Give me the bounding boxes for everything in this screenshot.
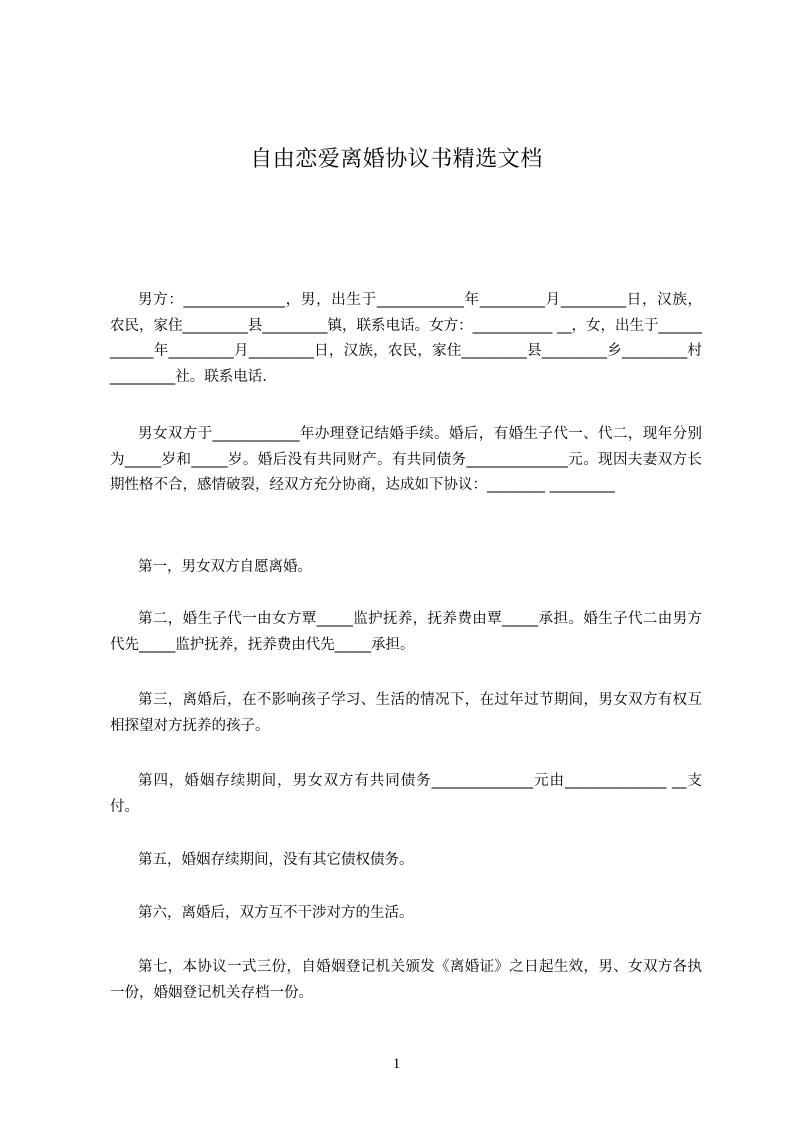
document-title: 自由恋爱离婚协议书精选文档 bbox=[250, 147, 543, 172]
clause-5: 第五，婚姻存续期间，没有其它债权债务。 bbox=[138, 852, 414, 868]
clause-3: 第三，离婚后，在不影响孩子学习、生活的情况下，在过年过节期间，男女双方有权互相探望对方抚养的孩子。 bbox=[110, 692, 702, 734]
paragraph-marriage-background: 男女双方于____________年办理登记结婚手续。婚后，有婚生子代一、代二，现年分别为_____岁和_____岁。婚后没有共同财产。有共同债务______________元。现因夫妻双方长期性格不合，感情破裂，经双方充分协商，达成如下协议：________ _________ bbox=[110, 426, 702, 493]
paragraph-parties: 男方：______________，男，出生于____________年_________月_________日，汉族，农民，家住_________县_________镇，联系电话。女方：___________ __，女，出生于____________年_________月_________日，汉族，农民，家住_________县_________乡_________村_________社。联系电话. bbox=[110, 292, 702, 385]
clause-7: 第七，本协议一式三份，自婚姻登记机关颁发《离婚证》之日起生效，男、女双方各执一份，婚姻登记机关存档一份。 bbox=[110, 959, 702, 1001]
page-number: 1 bbox=[392, 1056, 401, 1072]
clause-2: 第二，婚生子代一由女方覃_____监护抚养，抚养费由覃_____承担。婚生子代二由男方代先_____监护抚养，抚养费由代先_____承担。 bbox=[110, 611, 702, 653]
clause-4: 第四，婚姻存续期间，男女双方有共同债务______________元由______________ __支付。 bbox=[110, 773, 702, 815]
clause-6: 第六，离婚后，双方互不干涉对方的生活。 bbox=[138, 905, 414, 921]
clause-1: 第一，男女双方自愿离婚。 bbox=[138, 559, 312, 575]
